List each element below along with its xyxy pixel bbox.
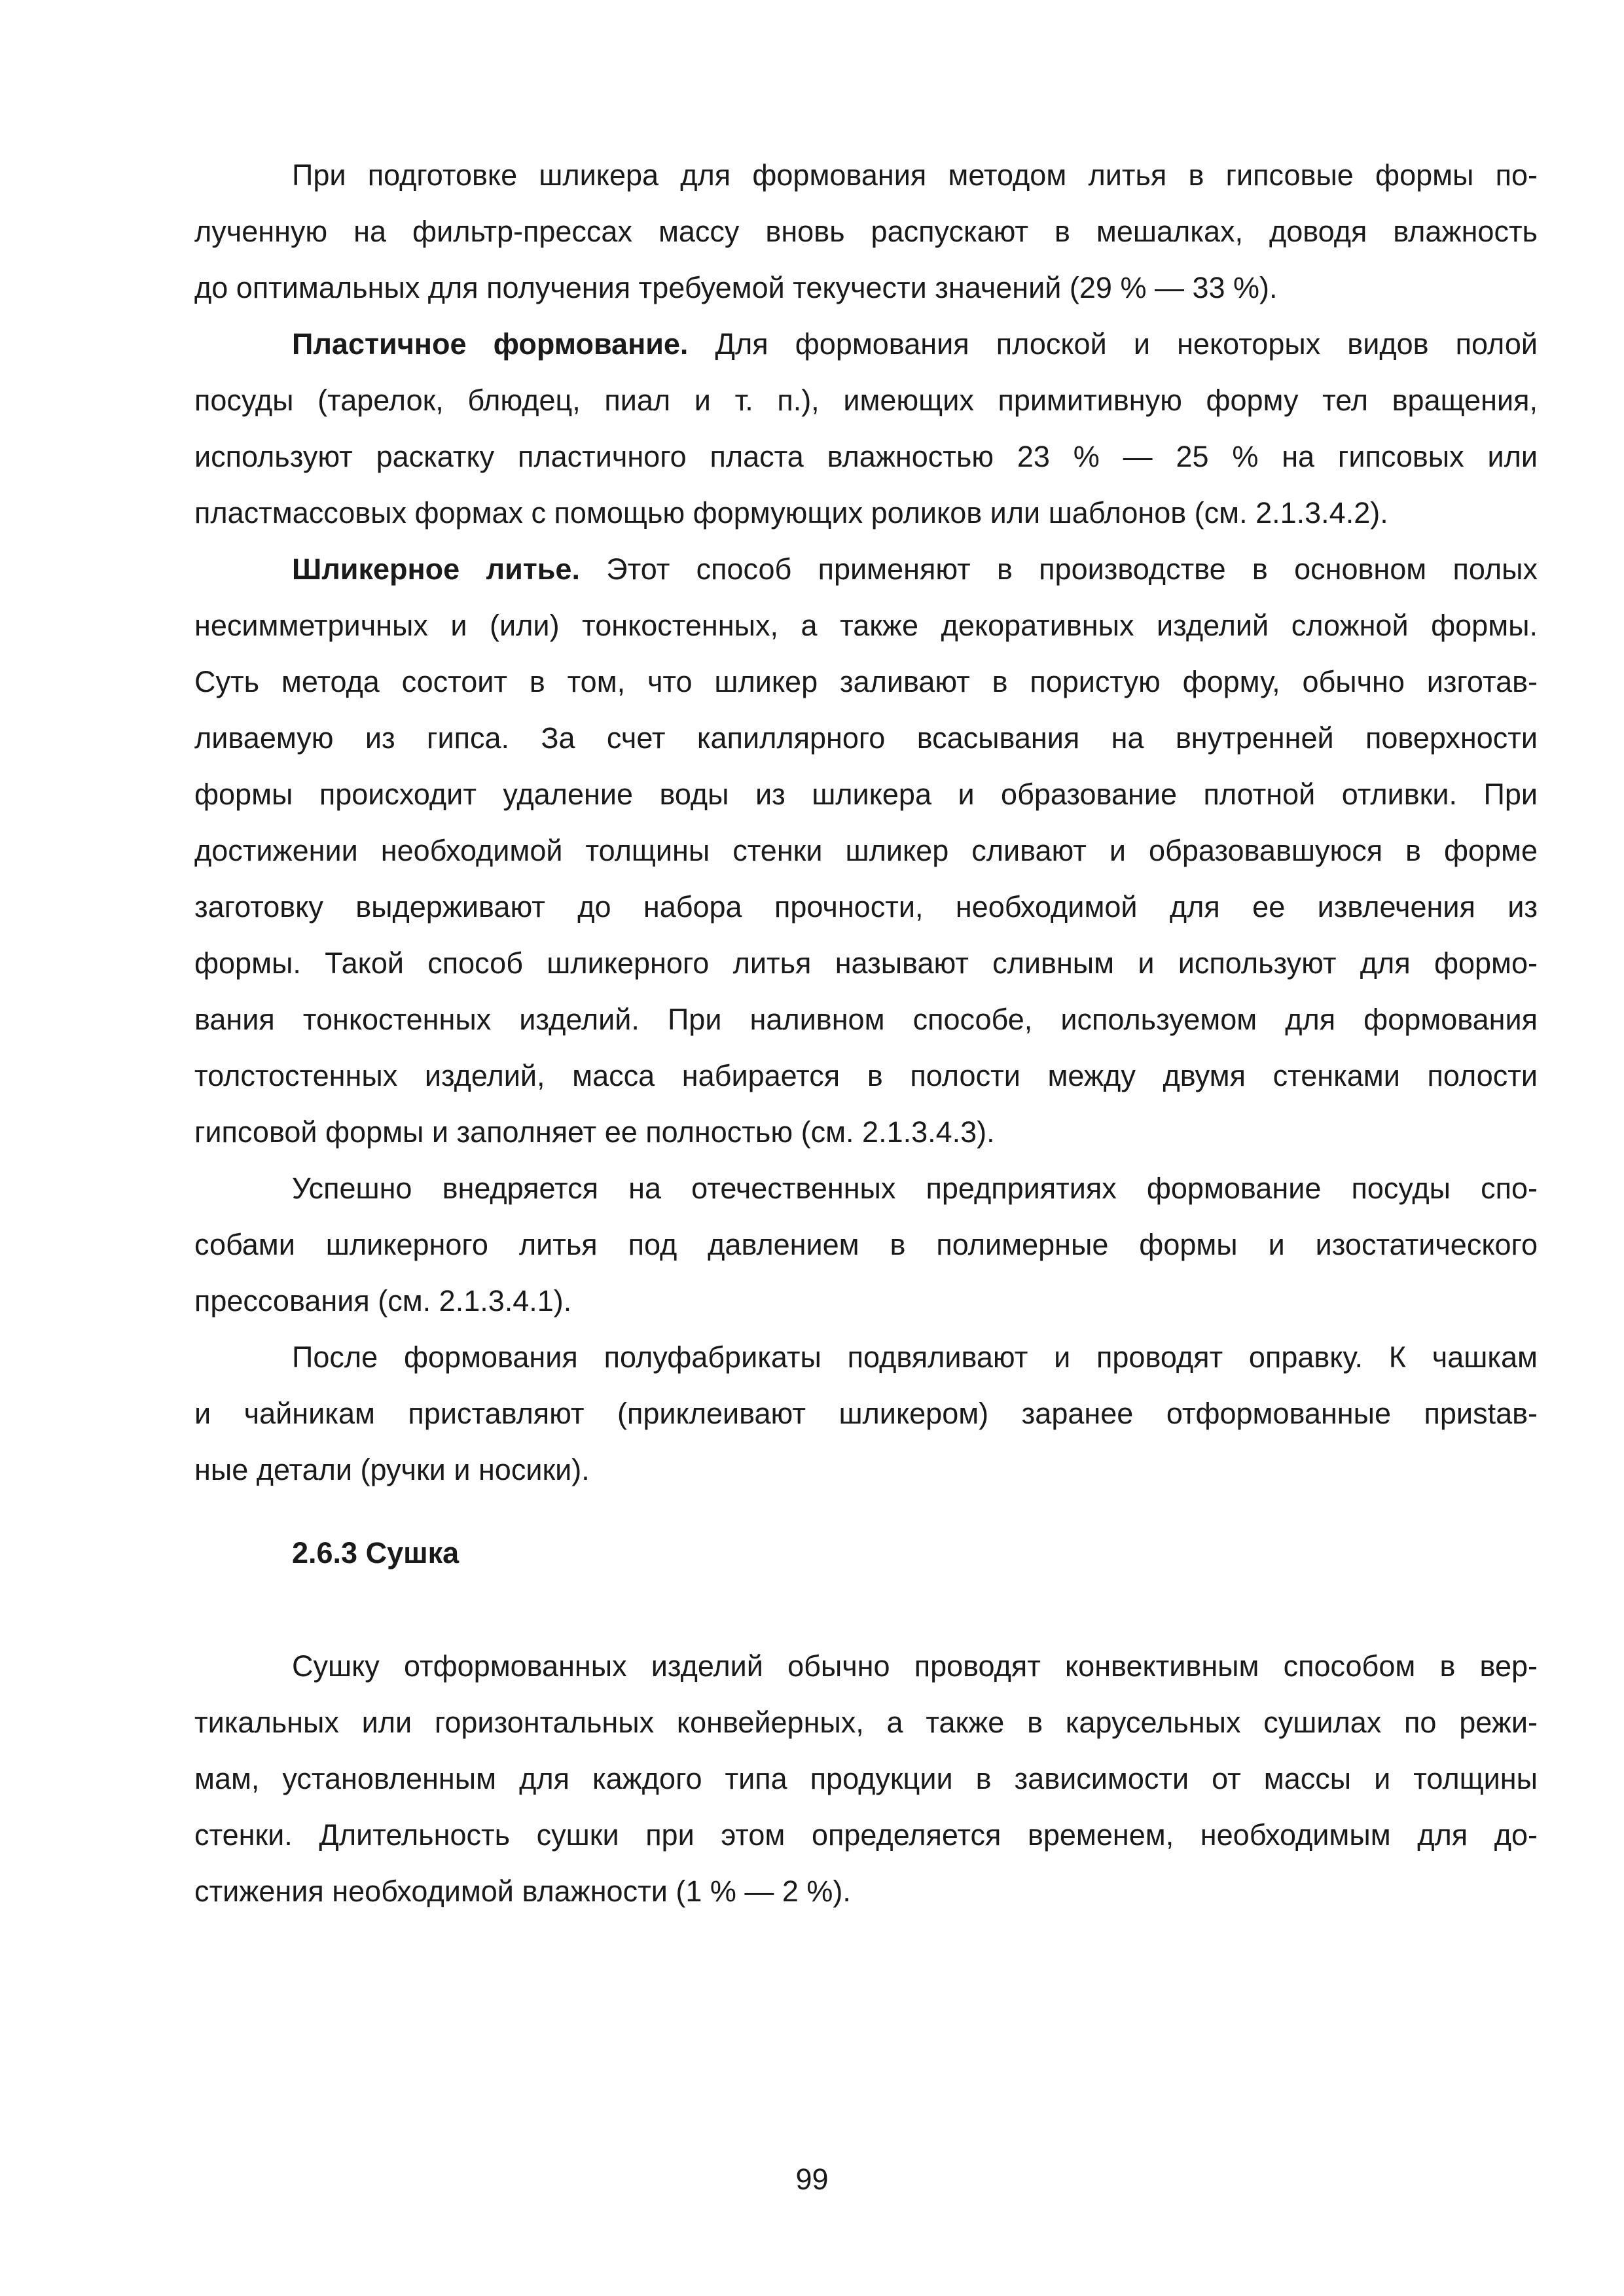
paragraph-2-bold-lead: Пластичное формование. [292,327,689,361]
paragraph-2-line-1-text: Для формования плоской и некоторых видов полой [688,327,1538,361]
paragraph-3-line-9: вания тонкостенных изделий. При наливном способе, используемом для формования [194,1003,1538,1036]
paragraph-3-line-1 [292,541,1538,598]
paragraph-3-line-6: достижении необходимой толщины стенки шликер сливают и образовавшуюся в форме [194,834,1538,867]
paragraph-3-line-7: заготовку выдерживают до набора прочности, необходимой для ее извлечения из [194,890,1538,924]
paragraph-2-line-2: посуды (тарелок, блюдец, пиал и т. п.), имеющих примитивную форму тел вращения, [194,384,1538,417]
paragraph-5-line-3: ные детали (ручки и носики). [194,1453,590,1486]
paragraph-1-line-1: При подготовке шликера для формования методом литья в гипсовые формы по- [292,158,1538,192]
paragraph-5-line-1: После формования полуфабрикаты подвяливают и проводят оправку. К чашкам [292,1340,1538,1374]
paragraph-3-line-2: несимметричных и (или) тонкостенных, а также декоративных изделий сложной формы. [194,609,1538,642]
page-number: 99 [795,2162,829,2196]
section-heading: 2.6.3 Сушка [292,1536,460,1570]
paragraph-6-line-5: стижения необходимой влажности (1 % — 2 %). [194,1874,851,1908]
paragraph-3-line-3: Суть метода состоит в том, что шликер заливают в пористую форму, обычно изготав- [194,665,1538,698]
paragraph-3-line-10: толстостенных изделий, масса набирается в полости между двумя стенками полости [194,1059,1538,1092]
paragraph-6-line-4: стенки. Длительность сушки при этом определяется временем, необходимым для до- [194,1818,1538,1852]
paragraph-6-line-2: тикальных или горизонтальных конвейерных, а также в карусельных сушилах по режи- [194,1706,1538,1739]
paragraph-3-line-5: формы происходит удаление воды из шликера и образование плотной отливки. При [194,778,1538,811]
paragraph-2-line-3: используют раскатку пластичного пласта влажностью 23 % — 25 % на гипсовых или [194,440,1538,473]
paragraph-4-line-1: Успешно внедряется на отечественных предприятиях формование посуды спо- [292,1172,1538,1205]
paragraph-2-line-4: пластмассовых формах с помощью формующих роликов или шаблонов (см. 2.1.3.4.2). [194,496,1388,529]
paragraph-5-line-2: и чайникам приставляют (приклеивают шликером) заранее отформованные приstав- [194,1397,1538,1430]
paragraph-3-line-1-text: Этот способ применяют в производстве в основном полых [579,552,1538,586]
paragraph-4-line-2: собами шликерного литья под давлением в полимерные формы и изостатического [194,1228,1538,1261]
paragraph-6-line-3: мам, установленным для каждого типа продукции в зависимости от массы и толщины [194,1762,1538,1795]
paragraph-1-line-2: лученную на фильтр-прессах массу вновь распускают в мешалках, доводя влажность [194,215,1538,248]
paragraph-3-line-11: гипсовой формы и заполняет ее полностью (см. 2.1.3.4.3). [194,1115,995,1149]
paragraph-3-bold-lead: Шликерное литье. [292,552,580,586]
paragraph-4-line-3: прессования (см. 2.1.3.4.1). [194,1284,572,1318]
paragraph-3-line-8: формы. Такой способ шликерного литья называют сливным и используют для формо- [194,946,1538,980]
paragraph-3-line-4: ливаемую из гипса. За счет капиллярного всасывания на внутренней поверхности [194,721,1538,755]
paragraph-2-line-1 [292,316,1538,372]
paragraph-6-line-1: Сушку отформованных изделий обычно проводят конвективным способом в вер- [292,1649,1538,1683]
paragraph-1-line-3: до оптимальных для получения требуемой текучести значений (29 % — 33 %). [194,271,1278,304]
